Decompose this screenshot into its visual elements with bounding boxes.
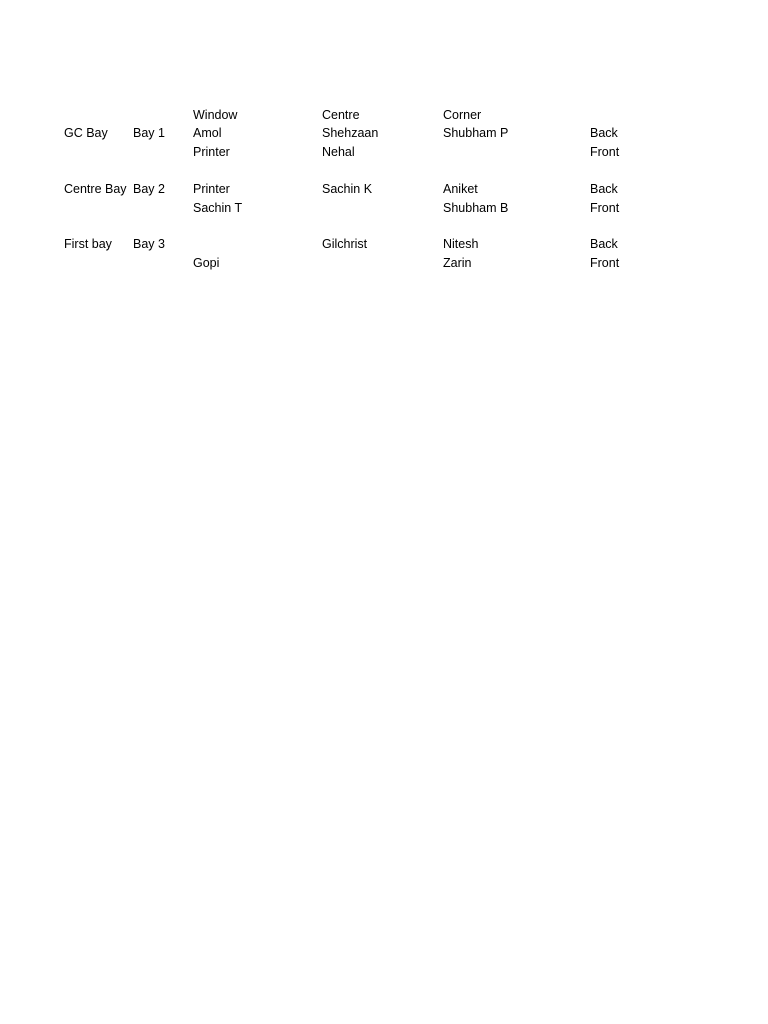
bay-name: GC Bay bbox=[64, 126, 108, 140]
bay-number: Bay 3 bbox=[133, 237, 165, 251]
header-window: Window bbox=[193, 108, 238, 122]
bay-number: Bay 1 bbox=[133, 126, 165, 140]
centre-seat: Gilchrist bbox=[322, 237, 368, 251]
row-side: Back bbox=[590, 182, 618, 196]
header-centre: Centre bbox=[322, 108, 360, 122]
row-side: Front bbox=[590, 145, 620, 159]
row-side: Front bbox=[590, 201, 620, 215]
bay-name: Centre Bay bbox=[64, 182, 127, 196]
corner-seat: Nitesh bbox=[443, 237, 479, 251]
window-seat: Gopi bbox=[193, 256, 220, 270]
row-side: Back bbox=[590, 126, 618, 140]
window-seat: Sachin T bbox=[193, 201, 243, 215]
corner-seat: Shubham B bbox=[443, 201, 509, 215]
window-seat: Printer bbox=[193, 182, 230, 196]
corner-seat: Zarin bbox=[443, 256, 472, 270]
window-seat: Amol bbox=[193, 126, 222, 140]
bay-name: First bay bbox=[64, 237, 112, 251]
corner-seat: Aniket bbox=[443, 182, 478, 196]
centre-seat: Nehal bbox=[322, 145, 355, 159]
row-side: Front bbox=[590, 256, 620, 270]
centre-seat: Shehzaan bbox=[322, 126, 379, 140]
bay-number: Bay 2 bbox=[133, 182, 165, 196]
row-side: Back bbox=[590, 237, 618, 251]
header-corner: Corner bbox=[443, 108, 482, 122]
centre-seat: Sachin K bbox=[322, 182, 373, 196]
corner-seat: Shubham P bbox=[443, 126, 509, 140]
window-seat: Printer bbox=[193, 145, 230, 159]
